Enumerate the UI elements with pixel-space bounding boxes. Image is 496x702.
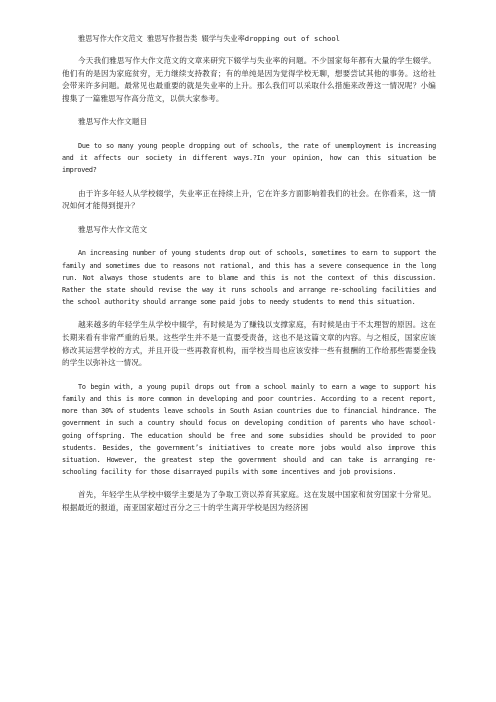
document-body [62, 33, 436, 526]
document-title: 雅思写作大作文范文 雅思写作报告类 辍学与失业率dropping out of school [78, 34, 340, 43]
sample-heading: 雅思写作大作文范文 [78, 224, 148, 234]
intro-paragraph: 今天我们雅思写作大作文范文的文章来研究下辍学与失业率的问题。不少国家每年都有大量的学生辍学。他们有的是因为家庭贫穷，无力继续支持教育；有的单纯是因为觉得学校无聊，想要尝试其他的事务。这给社会带来许多问题。最常见也最重要的就是失业率的上升。那么我们可以采取什么措施来改善这一情况呢？小编搜集了一篇雅思写作高分范文，以供大家参考。 [62, 56, 436, 103]
topic-heading: 雅思写作大作文题目 [78, 117, 148, 127]
paragraph-1-english: An increasing number of young students drop out of schools, sometimes to earn to support the family and sometimes due to reasons not rational, and this has a severe consequence in the long run. Not always those students are to blame and this is not the context of this discussion. Rather the state should revise the way it runs schools and arrange re-schooling facilities and the school authority should arrange some paid jobs to needy students to mend this situation. [62, 249, 436, 307]
paragraph-2-english: To begin with, a young pupil drops out from a school mainly to earn a wage to support his family and this is more common in developing and poor countries. According to a recent report, more than 30% of students leave schools in South Asian countries due to financial hindrance. The government in such a country should focus on developing condition of parents who have school-going offspring. The education should be free and some subsidies should be provided to poor students. Besides, the government’s initiatives to create more jobs would also improve this situation. However, the greatest step the government should and can take is arranging re-schooling facility for those disarrayed pupils with some incentives and job provisions. [62, 382, 436, 477]
topic-chinese: 由于许多年轻人从学校辍学，失业率正在持续上升，它在许多方面影响着我们的社会。在你看来，这一情况如何才能得到提升？ [62, 188, 436, 211]
paragraph-1-chinese: 越来越多的年轻学生从学校中辍学，有时候是为了赚钱以支撑家庭，有时候是由于不太理智的原因。这在长期来看有非常严重的后果。这些学生并不是一直要受责备，这也不是这篇文章的内容。与之相反，国家应该修改其运营学校的方式，并且开设一些再教育机构，而学校当局也应该安排一些有报酬的工作给那些需要金钱的学生以弥补这一情况。 [62, 320, 436, 368]
paragraph-2-chinese: 首先，年轻学生从学校中辍学主要是为了争取工资以养育其家庭。这在发展中国家和贫穷国家十分常见。根据最近的报道，南亚国家超过百分之三十的学生离开学校是因为经济困 [62, 490, 436, 512]
topic-english: Due to so many young people dropping out of schools, the rate of unemployment is increasing and it affects our society in different ways.?In your opinion, how can this situation be improved? [62, 141, 436, 175]
